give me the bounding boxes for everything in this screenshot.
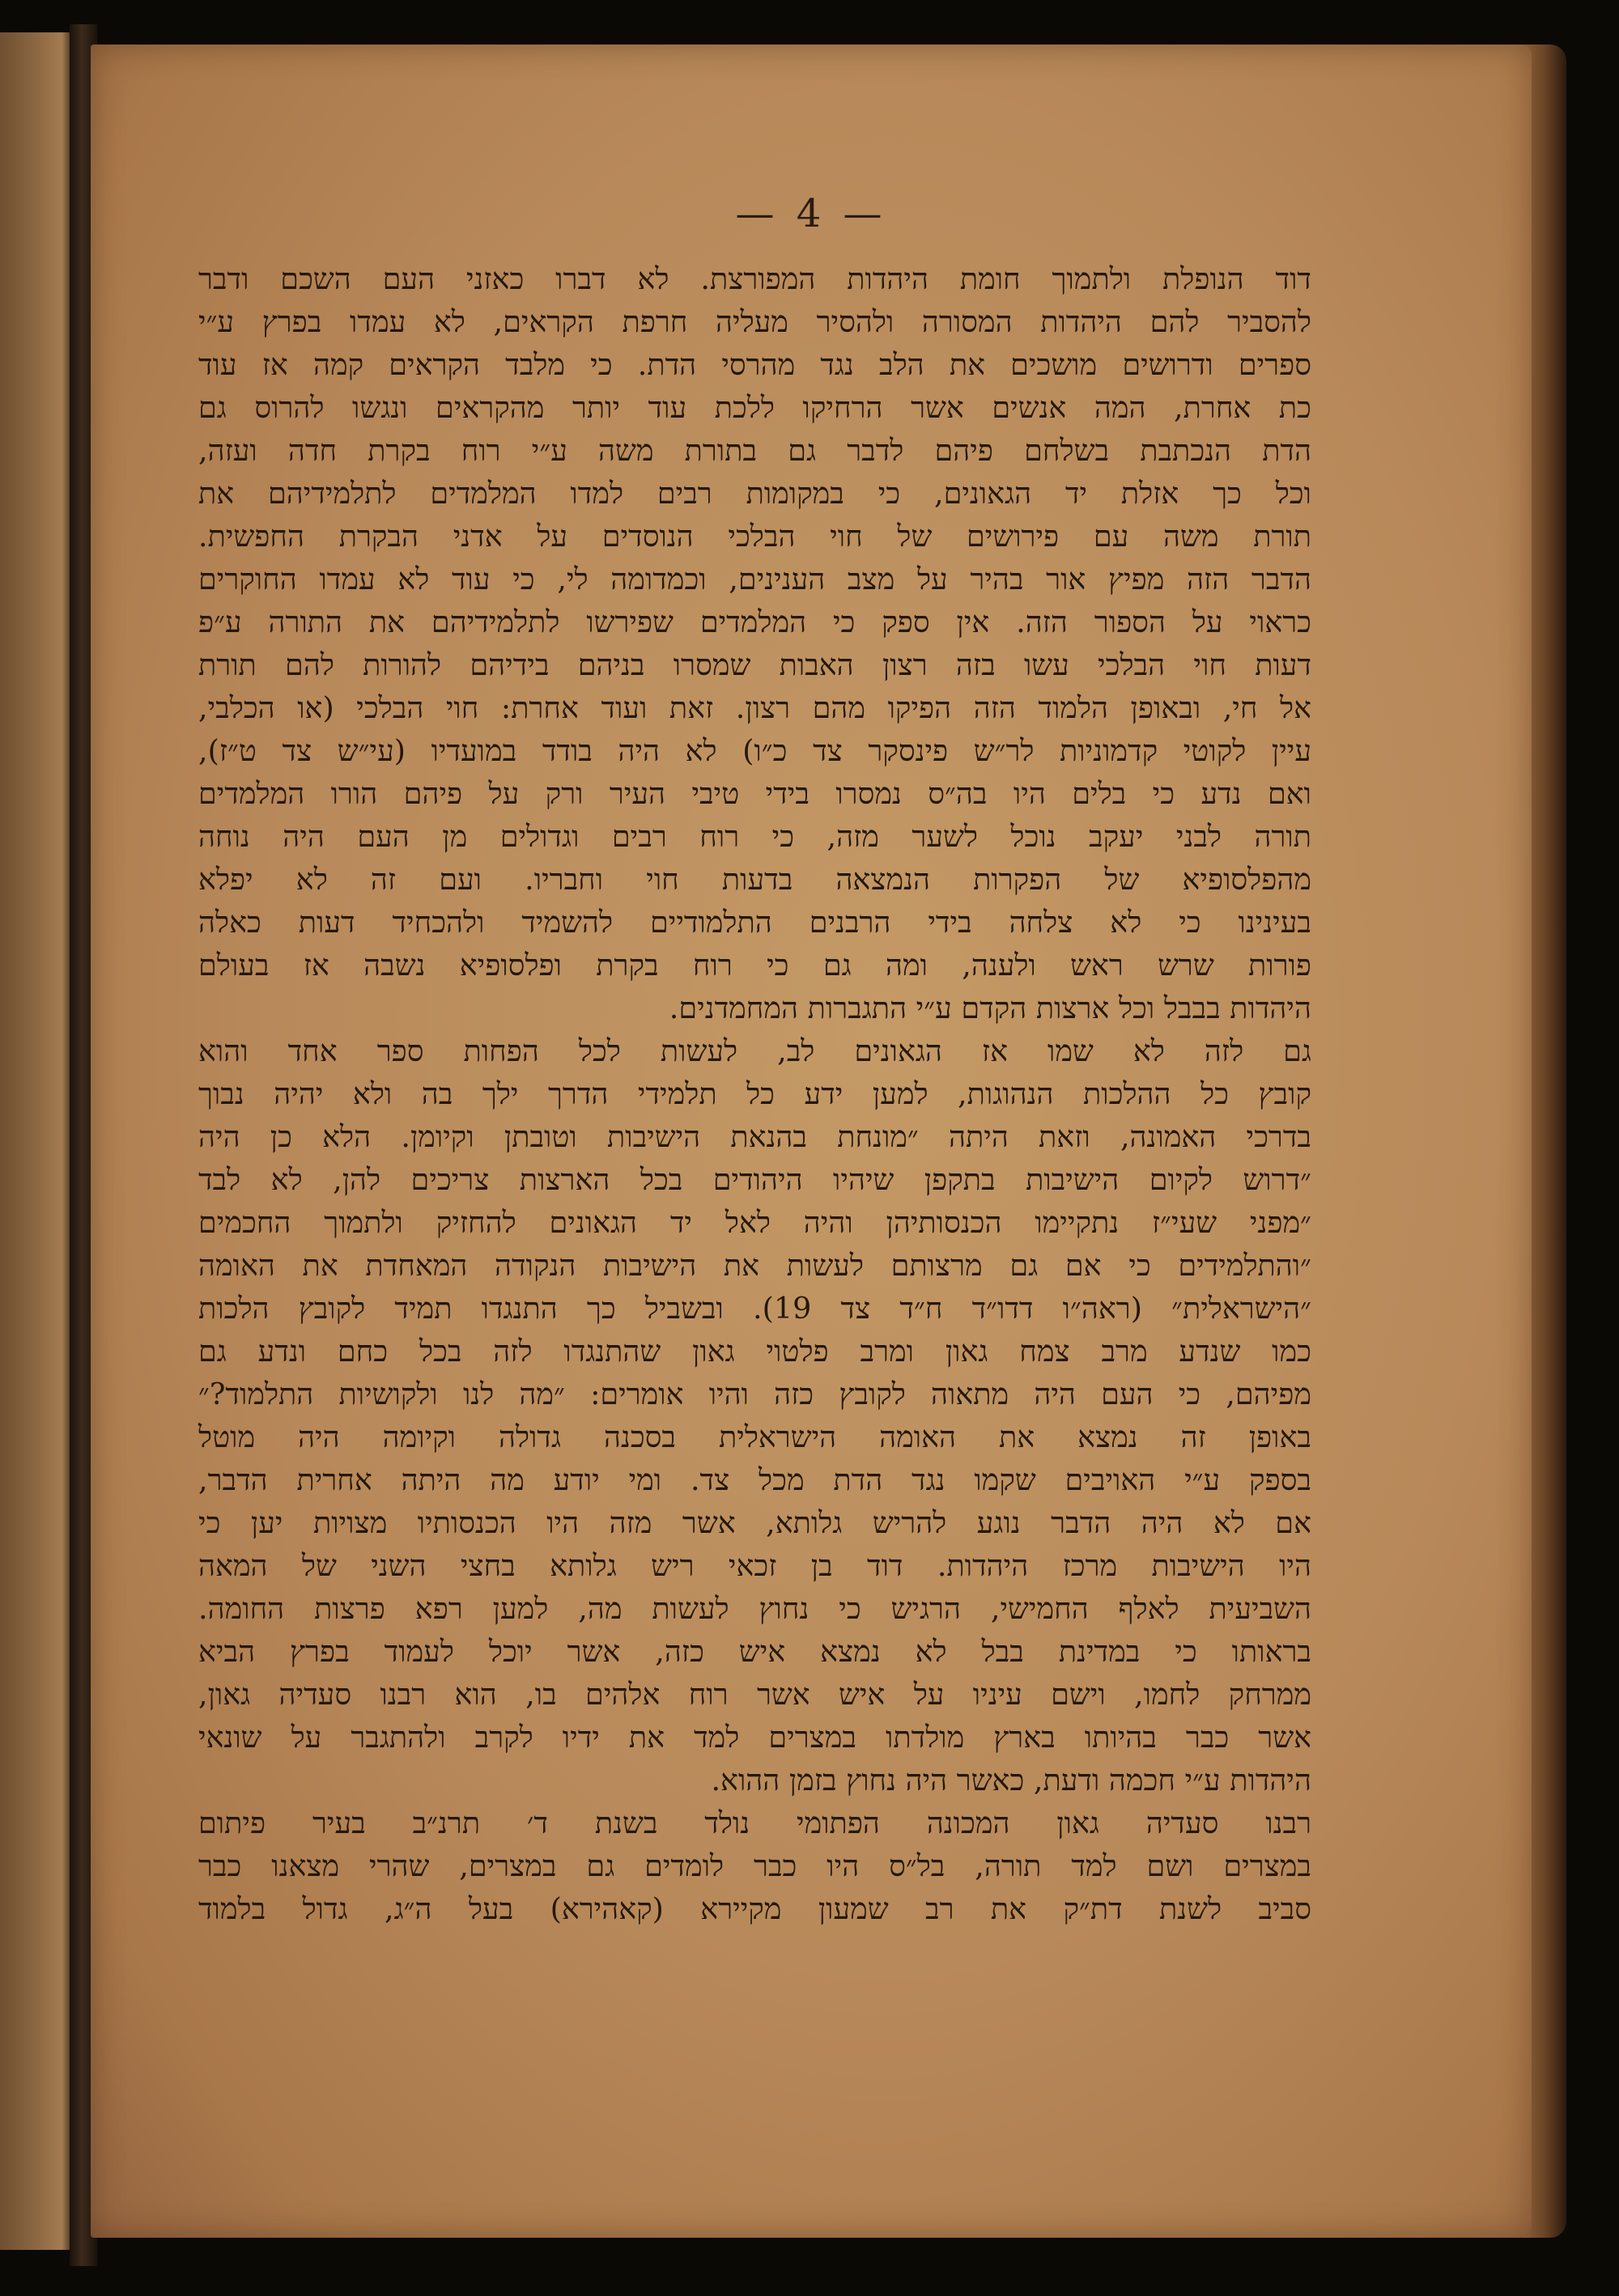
text-line: אם לא היה הדבר נוגע להריש גלותא, אשר מזה היו הכנסותיו מצויות יען כי bbox=[198, 1505, 1311, 1540]
text-line: הדבר הזה מפיץ אור בהיר על מצב הענינים, וכמדומה לי, כי עוד לא עמדו החוקרים bbox=[198, 562, 1311, 596]
text-line: בעינינו כי לא צלחה בידי הרבנים התלמודיים להשמיד ולהכחיד דעות כאלה bbox=[198, 905, 1311, 940]
text-line: בדרכי האמונה, וזאת היתה ״מונחת בהנאת הישיבות וטובתן וקיומן. הלא כן היה bbox=[198, 1119, 1311, 1154]
text-line: סביב לשנת דת״ק את רב שמעון מקיירא (קאהירא) בעל ה״ג, גדול בלמוד bbox=[198, 1891, 1311, 1926]
text-line: ״דרוש לקיום הישיבות בתקפן שיהיו היהודים בכל הארצות צריכים להן, לא לבד bbox=[198, 1162, 1311, 1197]
text-line: היהדות ע״י חכמה ודעת, כאשר היה נחוץ בזמן ההוא. bbox=[711, 1763, 1311, 1797]
text-line: תורת משה עם פירושים של חוי הבלכי הנוסדים על אדני הבקרת החפשית. bbox=[198, 519, 1311, 554]
text-line: תורה לבני יעקב נוכל לשער מזה, כי רוח רבים וגדולים מן העם היה נוחה bbox=[198, 819, 1311, 854]
text-line: ואם נדע כי בלים היו בה״ס נמסרו בידי טיבי העיר ורק על פיהם הורו המלמדים bbox=[198, 776, 1311, 811]
text-line: פורות שרש ראש ולענה, ומה גם כי רוח בקרת ופלסופיא נשבה אז בעולם bbox=[198, 948, 1311, 982]
text-line: כמו שנדע מרב צמח גאון ומרב פלטוי גאון שהתנגדו לזה בכל כחם ונדע גם bbox=[198, 1334, 1311, 1369]
text-line: כראוי על הספור הזה. אין ספק כי המלמדים שפירשו לתלמידיהם את התורה ע״פ bbox=[198, 605, 1311, 639]
text-line: דוד הנופלת ולתמוך חומת היהדות המפורצת. לא דברו כאזני העם השכם ודבר bbox=[198, 261, 1311, 296]
text-line: היו הישיבות מרכז היהדות. דוד בן זכאי ריש גלותא בחצי השני של המאה bbox=[198, 1548, 1311, 1583]
text-line: מפיהם, כי העם היה מתאוה לקובץ כזה והיו אומרים: ״מה לנו ולקושיות התלמוד?״ bbox=[198, 1377, 1311, 1411]
text-line: כת אחרת, המה אנשים אשר הרחיקו ללכת עוד יותר מהקראים ונגשו להרוס גם bbox=[198, 390, 1311, 425]
text-line: מהפלסופיא של הפקרות הנמצאה בדעות חוי וחבריו. ועם זה לא יפלא bbox=[198, 862, 1311, 897]
text-line: ספרים ודרושים מושכים את הלב נגד מהרסי הדת. כי מלבד הקראים קמה אז עוד bbox=[198, 347, 1311, 382]
text-line: הדת הנכתבת בשלחם פיהם לדבר גם בתורת משה ע״י רוח בקרת חדה ועזה, bbox=[198, 433, 1311, 468]
page-number: — 4 — bbox=[735, 191, 887, 236]
text-line: אל חי, ובאופן הלמוד הזה הפיקו מהם רצון. זאת ועוד אחרת: חוי הבלכי (או הכלבי, bbox=[198, 690, 1311, 725]
text-line: להסביר להם היהדות המסורה ולהסיר מעליה חרפת הקראים, לא עמדו בפרץ ע״י bbox=[198, 304, 1311, 339]
text-line: עיין לקוטי קדמוניות לר״ש פינסקר צד כ״ו) לא היה בודד במועדיו (עי״ש צד ט״ז), bbox=[198, 733, 1311, 768]
text-line: קובץ כל ההלכות הנהוגות, למען ידע כל תלמידי הדרך ילך בה ולא יהיה נבוך bbox=[198, 1076, 1311, 1111]
text-line: בספק ע״י האויבים שקמו נגד הדת מכל צד. ומי יודע מה היתה אחרית הדבר, bbox=[198, 1462, 1311, 1497]
text-line: ממרחק לחמו, וישם עיניו על איש אשר רוח אלהים בו, הוא רבנו סעדיה גאון, bbox=[198, 1677, 1311, 1712]
text-line: ״מפני שעי״ז נתקיימו הכנסותיהן והיה לאל יד הגאונים להחזיק ולתמוך החכמים bbox=[198, 1205, 1311, 1240]
text-line: באופן זה נמצא את האומה הישראלית בסכנה גדולה וקיומה היה מוטל bbox=[198, 1420, 1311, 1454]
text-line: רבנו סעדיה גאון המכונה הפתומי נולד בשנת ד׳ תרנ״ב בעיר פיתום bbox=[198, 1806, 1311, 1840]
text-line: במצרים ושם למד תורה, בל״ס היו כבר לומדים גם במצרים, שהרי מצאנו כבר bbox=[198, 1848, 1311, 1883]
text-line: גם לזה לא שמו אז הגאונים לב, לעשות לכל הפחות ספר אחד והוא bbox=[198, 1033, 1311, 1068]
text-line: אשר כבר בהיותו בארץ מולדתו במצרים למד את ידיו לקרב ולהתגבר על שונאי bbox=[198, 1720, 1311, 1755]
text-line: דעות חוי הבלכי עשו בזה רצון האבות שמסרו בניהם בידיהם להורות להם תורת bbox=[198, 647, 1311, 682]
text-line: ״הישראלית״ (ראה״ו דדו״ד ח״ד צד 19). ובשביל כך התנגדו תמיד לקובץ הלכות bbox=[198, 1291, 1311, 1326]
text-line: היהדות בבבל וכל ארצות הקדם ע״י התגברות המחמדנים. bbox=[669, 991, 1311, 1025]
text-line: בראותו כי במדינת בבל לא נמצא איש כזה, אשר יוכל לעמוד בפרץ הביא bbox=[198, 1634, 1311, 1669]
text-line: השביעית לאלף החמישי, הרגיש כי נחוץ לעשות מה, למען רפא פרצות החומה. bbox=[198, 1591, 1311, 1626]
left-page-edge bbox=[0, 32, 73, 2250]
page-body bbox=[198, 257, 1311, 1930]
text-line: ״והתלמידים כי אם גם מרצותם לעשות את הישיבות הנקודה המאחדת את האומה bbox=[198, 1248, 1311, 1283]
text-line: וכל כך אזלת יד הגאונים, כי במקומות רבים למדו המלמדים לתלמידיהם את bbox=[198, 476, 1311, 511]
